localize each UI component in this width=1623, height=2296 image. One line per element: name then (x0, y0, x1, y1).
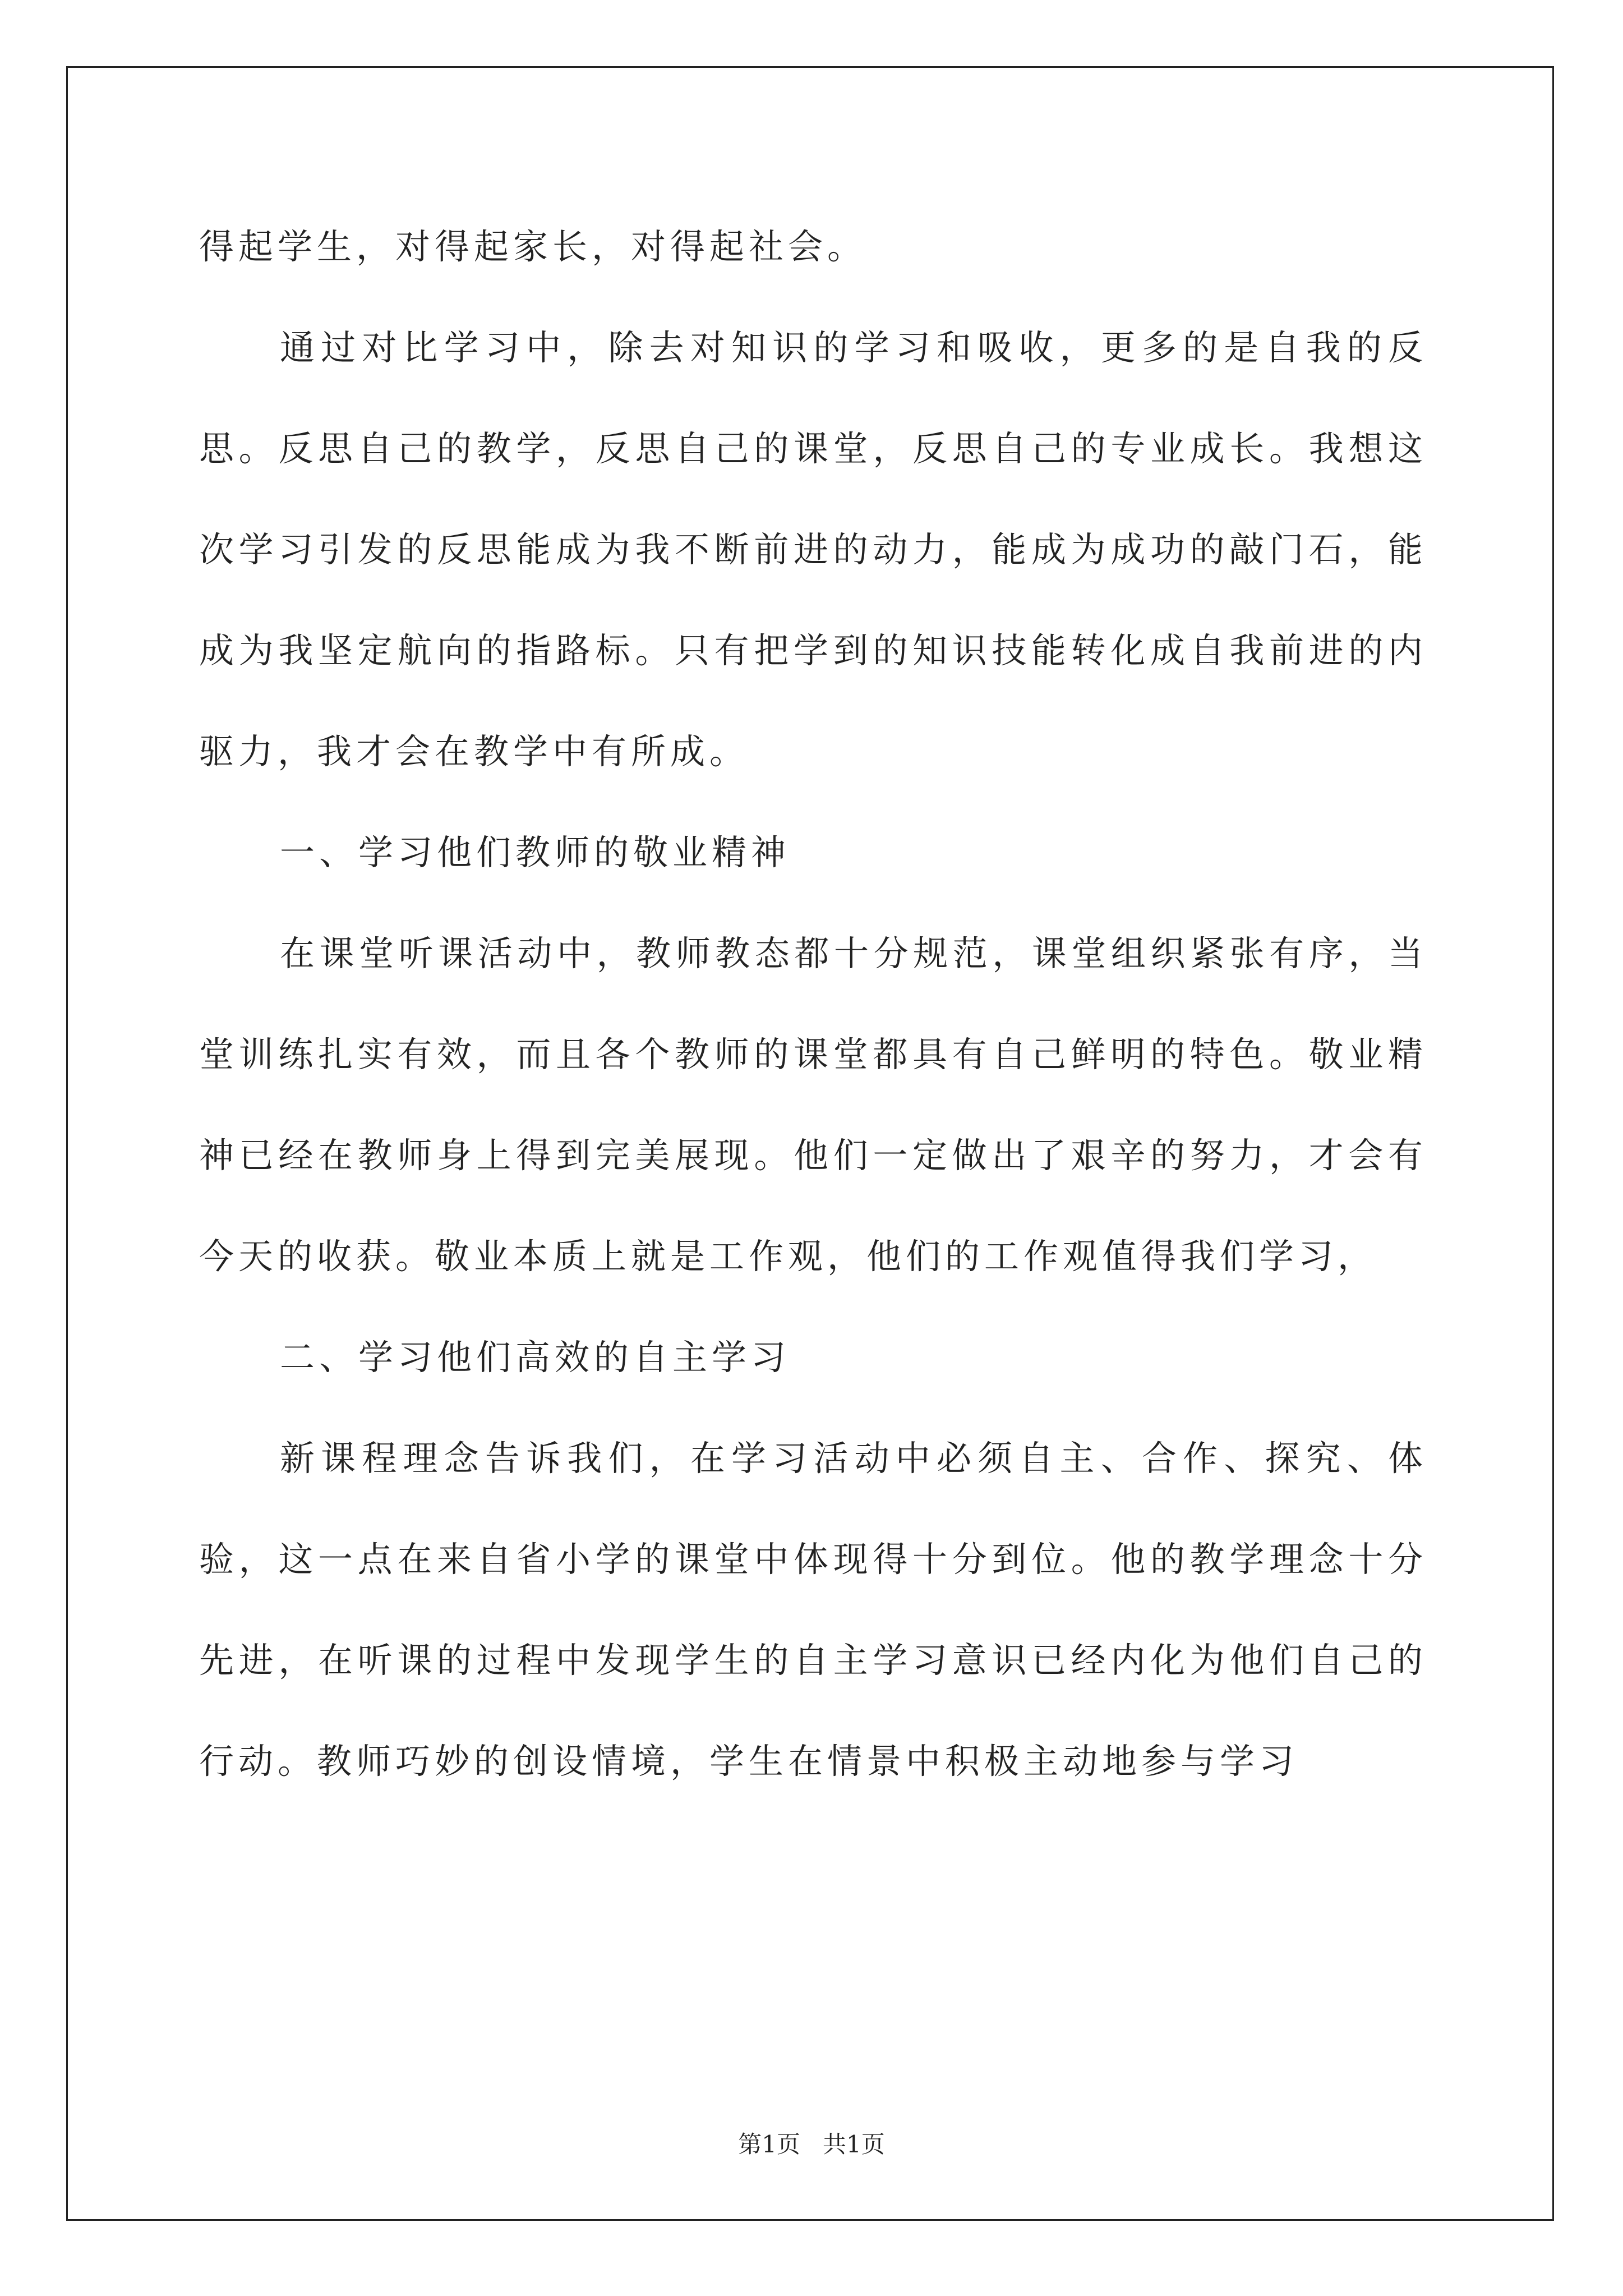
section-heading-1: 一、学习他们教师的敬业精神 (280, 832, 791, 873)
document-body (199, 196, 1427, 1812)
paragraph-2: 通过对比学习中，除去对知识的学习和吸收，更多的是自我的反思。反思自己的教学，反思自己的课堂，反思自己的专业成长。我想这次学习引发的反思能成为我不断前进的动力，能成为成功的敲门石，能成为我坚定航向的指路标。只有把学到的知识技能转化成自我前进的内驱力，我才会在教学中有所成。 (199, 327, 1427, 772)
paragraph-3: 在课堂听课活动中，教师教态都十分规范，课堂组织紧张有序，当堂训练扎实有效，而且各个教师的课堂都具有自己鲜明的特色。敬业精神已经在教师身上得到完美展现。他们一定做出了艰辛的努力，才会有今天的收获。敬业本质上就是工作观，他们的工作观值得我们学习， (199, 933, 1427, 1277)
section-heading-2: 二、学习他们高效的自主学习 (280, 1337, 791, 1378)
page-footer: 第1页 共1页 (738, 2131, 885, 2158)
paragraph-4: 新课程理念告诉我们，在学习活动中必须自主、合作、探究、体验，这一点在来自省小学的课堂中体现得十分到位。他的教学理念十分先进，在听课的过程中发现学生的自主学习意识已经内化为他们自己的行动。教师巧妙的创设情境，学生在情景中积极主动地参与学习 (199, 1438, 1427, 1782)
paragraph-1: 得起学生，对得起家长，对得起社会。 (199, 226, 867, 267)
